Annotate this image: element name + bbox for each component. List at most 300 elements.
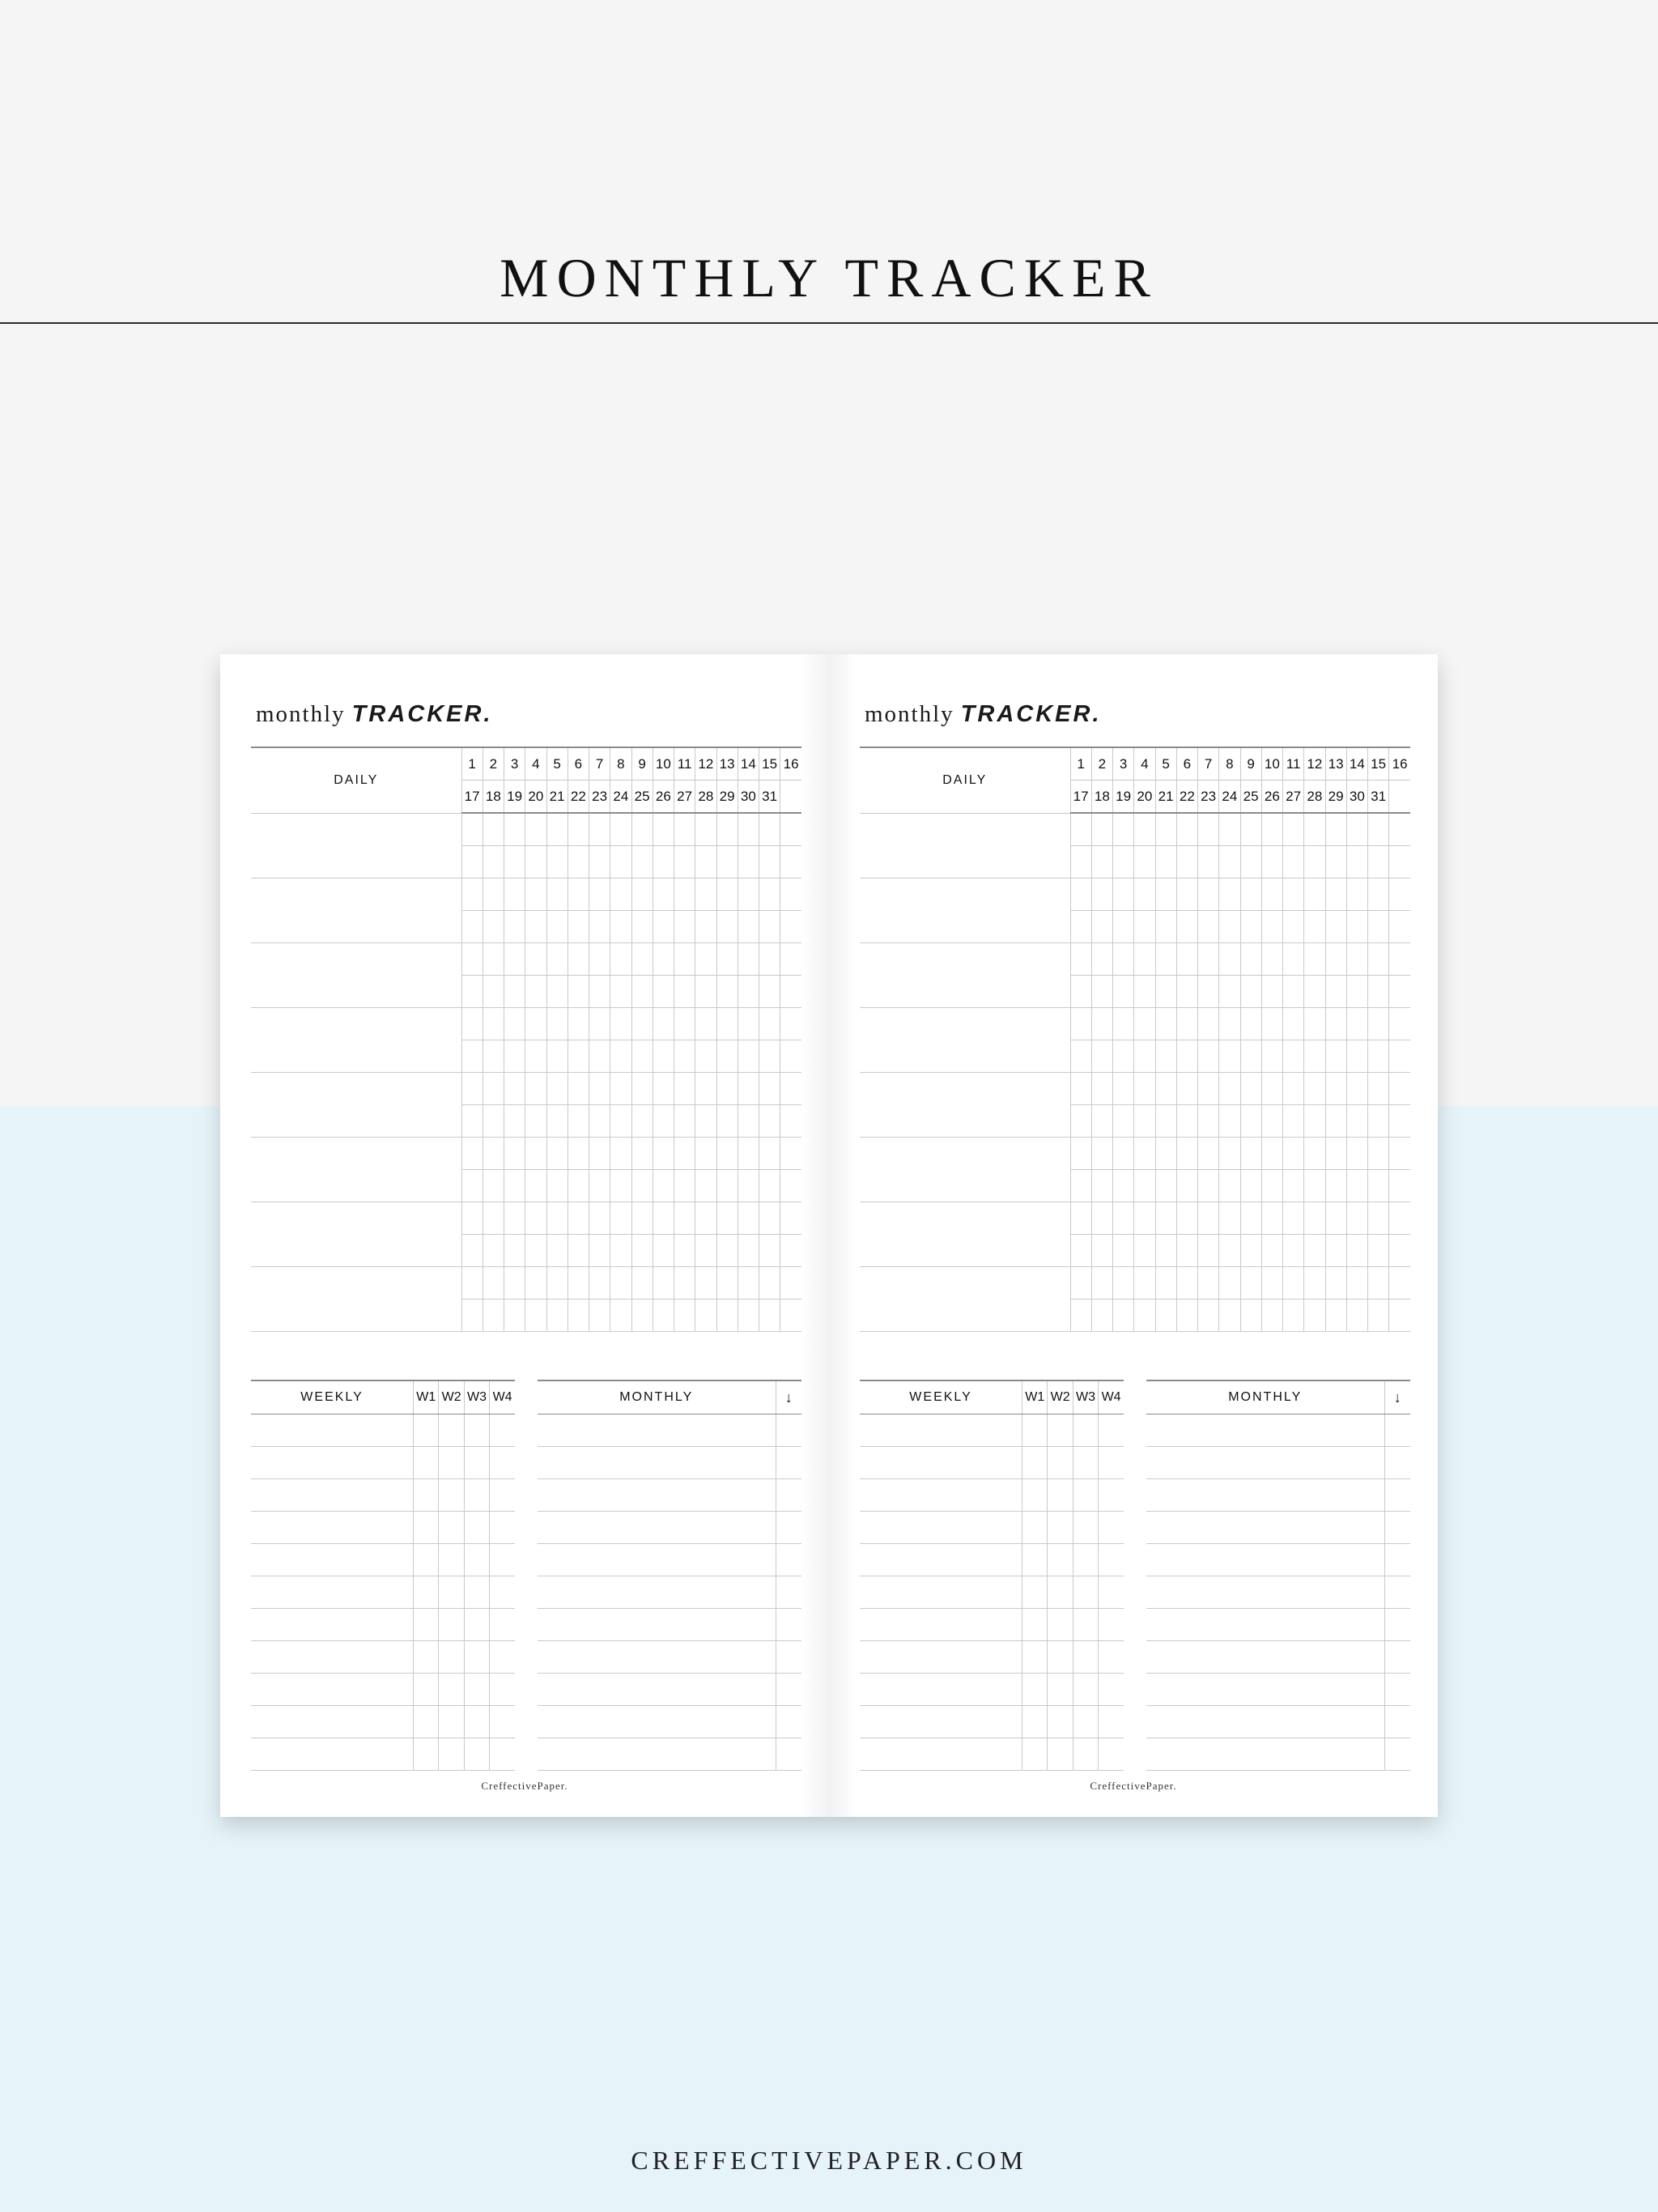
day-check-cell	[716, 878, 738, 911]
monthly-check-cell	[776, 1576, 801, 1609]
monthly-check-cell	[1384, 1576, 1410, 1609]
day-check-cell	[525, 1300, 546, 1332]
weekly-row	[860, 1576, 1124, 1609]
day-check-cell	[1283, 1138, 1304, 1170]
day-check-cell	[589, 1105, 610, 1138]
day-check-cell	[1155, 1073, 1176, 1105]
day-check-cell	[589, 1202, 610, 1235]
day-check-cell	[653, 943, 674, 976]
day-check-cell	[504, 976, 525, 1008]
planner-spread	[220, 654, 1438, 1817]
day-check-cell	[546, 1170, 568, 1202]
day-check-cell	[1283, 846, 1304, 878]
day-check-cell	[653, 878, 674, 911]
week-check-cell	[1099, 1609, 1124, 1641]
day-check-cell	[759, 1008, 780, 1040]
day-number: 30	[1346, 781, 1367, 814]
day-check-cell	[695, 813, 716, 846]
day-check-cell	[1219, 1202, 1240, 1235]
week-check-cell	[1099, 1544, 1124, 1576]
daily-habit-row	[860, 943, 1410, 976]
day-numbers-row-1	[860, 747, 1410, 781]
day-check-cell	[568, 846, 589, 878]
day-check-cell	[759, 1105, 780, 1138]
weekly-item-cell	[251, 1576, 414, 1609]
day-check-cell	[1368, 1300, 1389, 1332]
monthly-check-cell	[776, 1674, 801, 1706]
day-check-cell	[1368, 1073, 1389, 1105]
day-check-cell	[504, 911, 525, 943]
day-number: 17	[461, 781, 483, 814]
monthly-check-cell	[1384, 1414, 1410, 1447]
weekly-item-cell	[251, 1544, 414, 1576]
weekly-item-cell	[251, 1738, 414, 1771]
day-check-cell	[504, 813, 525, 846]
day-check-cell	[1134, 1073, 1155, 1105]
day-check-cell	[1240, 1300, 1261, 1332]
monthly-tracker-table	[1146, 1380, 1410, 1771]
page-gutter-shadow	[829, 654, 858, 1817]
day-check-cell	[1346, 1073, 1367, 1105]
week-check-cell	[490, 1414, 515, 1447]
weekly-item-cell	[860, 1544, 1022, 1576]
weekly-row	[860, 1447, 1124, 1479]
habit-name-cell	[251, 943, 461, 1008]
day-check-cell	[461, 1267, 483, 1300]
week-check-cell	[414, 1576, 439, 1609]
day-check-cell	[1155, 1105, 1176, 1138]
day-check-cell	[780, 1105, 801, 1138]
day-check-cell	[1198, 846, 1219, 878]
day-check-cell	[1389, 976, 1410, 1008]
day-check-cell	[1368, 1040, 1389, 1073]
day-check-cell	[1240, 1170, 1261, 1202]
daily-label: DAILY	[860, 747, 1070, 813]
week-check-cell	[490, 1641, 515, 1674]
day-check-cell	[1155, 976, 1176, 1008]
day-check-cell	[504, 1073, 525, 1105]
day-check-cell	[1155, 943, 1176, 976]
day-check-cell	[1070, 1170, 1091, 1202]
daily-habit-row	[860, 1267, 1410, 1300]
week-check-cell	[1048, 1479, 1073, 1512]
day-check-cell	[1304, 911, 1325, 943]
day-check-cell	[461, 1202, 483, 1235]
daily-habit-row	[251, 878, 801, 911]
day-number: 24	[610, 781, 631, 814]
day-check-cell	[1219, 1008, 1240, 1040]
day-check-cell	[525, 943, 546, 976]
day-check-cell	[1070, 1008, 1091, 1040]
day-check-cell	[525, 976, 546, 1008]
day-number: 17	[1070, 781, 1091, 814]
day-check-cell	[695, 1105, 716, 1138]
day-check-cell	[695, 1170, 716, 1202]
day-check-cell	[1304, 1300, 1325, 1332]
monthly-row	[1146, 1641, 1410, 1674]
day-check-cell	[568, 1008, 589, 1040]
day-check-cell	[695, 1008, 716, 1040]
weekly-row	[860, 1479, 1124, 1512]
day-check-cell	[1240, 943, 1261, 976]
day-check-cell	[1261, 846, 1282, 878]
weekly-row	[251, 1544, 515, 1576]
day-check-cell	[525, 1138, 546, 1170]
monthly-row	[538, 1641, 801, 1674]
monthly-item-cell	[1146, 1447, 1384, 1479]
day-check-cell	[1240, 1267, 1261, 1300]
day-check-cell	[759, 846, 780, 878]
day-check-cell	[589, 1073, 610, 1105]
day-check-cell	[610, 1202, 631, 1235]
monthly-check-cell	[1384, 1738, 1410, 1771]
day-check-cell	[568, 1138, 589, 1170]
day-number: 3	[1113, 747, 1134, 781]
day-check-cell	[546, 878, 568, 911]
weekly-row	[860, 1706, 1124, 1738]
week-check-cell	[1073, 1706, 1098, 1738]
day-check-cell	[631, 1008, 653, 1040]
day-check-cell	[461, 1170, 483, 1202]
day-check-cell	[631, 1170, 653, 1202]
day-check-cell	[1325, 878, 1346, 911]
day-check-cell	[1155, 911, 1176, 943]
week-check-cell	[1022, 1706, 1048, 1738]
day-check-cell	[1198, 1073, 1219, 1105]
day-check-cell	[780, 878, 801, 911]
day-check-cell	[631, 1138, 653, 1170]
week-check-cell	[1099, 1674, 1124, 1706]
weekly-row	[251, 1706, 515, 1738]
day-check-cell	[653, 1202, 674, 1235]
day-check-cell	[1219, 846, 1240, 878]
day-check-cell	[525, 911, 546, 943]
day-check-cell	[1389, 1235, 1410, 1267]
day-check-cell	[1389, 943, 1410, 976]
monthly-row	[538, 1674, 801, 1706]
day-check-cell	[1219, 911, 1240, 943]
week-check-cell	[1099, 1576, 1124, 1609]
day-check-cell	[546, 1235, 568, 1267]
day-check-cell	[461, 1300, 483, 1332]
day-check-cell	[1091, 1105, 1112, 1138]
day-check-cell	[589, 813, 610, 846]
monthly-check-cell	[776, 1706, 801, 1738]
day-check-cell	[1134, 1300, 1155, 1332]
day-check-cell	[1134, 911, 1155, 943]
tracker-title-monthly: monthly	[865, 701, 954, 727]
day-check-cell	[1091, 1138, 1112, 1170]
weekly-item-cell	[860, 1479, 1022, 1512]
day-check-cell	[568, 1105, 589, 1138]
week-check-cell	[414, 1512, 439, 1544]
day-check-cell	[759, 878, 780, 911]
day-number: 10	[653, 747, 674, 781]
day-check-cell	[483, 1105, 504, 1138]
day-check-cell	[1113, 943, 1134, 976]
day-check-cell	[716, 846, 738, 878]
day-number: 13	[716, 747, 738, 781]
day-check-cell	[631, 878, 653, 911]
day-check-cell	[1346, 1235, 1367, 1267]
week-check-cell	[439, 1609, 464, 1641]
day-check-cell	[525, 878, 546, 911]
day-check-cell	[568, 1170, 589, 1202]
monthly-item-cell	[1146, 1609, 1384, 1641]
day-check-cell	[1389, 1040, 1410, 1073]
day-check-cell	[738, 1202, 759, 1235]
day-check-cell	[483, 911, 504, 943]
day-check-cell	[1176, 911, 1197, 943]
day-check-cell	[546, 1138, 568, 1170]
day-check-cell	[1240, 813, 1261, 846]
day-check-cell	[780, 1008, 801, 1040]
day-check-cell	[631, 1267, 653, 1300]
day-check-cell	[674, 1008, 695, 1040]
week-check-cell	[439, 1544, 464, 1576]
habit-name-cell	[251, 813, 461, 878]
day-check-cell	[568, 976, 589, 1008]
day-check-cell	[1091, 1300, 1112, 1332]
day-check-cell	[610, 1235, 631, 1267]
day-check-cell	[1240, 1202, 1261, 1235]
day-check-cell	[759, 1040, 780, 1073]
weekly-row	[860, 1738, 1124, 1771]
monthly-row	[538, 1479, 801, 1512]
day-check-cell	[546, 1202, 568, 1235]
day-check-cell	[589, 1138, 610, 1170]
week-check-cell	[490, 1479, 515, 1512]
day-check-cell	[1070, 1235, 1091, 1267]
day-check-cell	[738, 1073, 759, 1105]
day-check-cell	[1325, 1073, 1346, 1105]
day-check-cell	[546, 1008, 568, 1040]
day-check-cell	[1176, 976, 1197, 1008]
habit-name-cell	[251, 1073, 461, 1138]
week-check-cell	[464, 1641, 489, 1674]
day-number: 20	[525, 781, 546, 814]
day-check-cell	[525, 1008, 546, 1040]
day-check-cell	[504, 878, 525, 911]
week-check-cell	[1099, 1738, 1124, 1771]
day-check-cell	[1283, 1040, 1304, 1073]
day-check-cell	[1113, 1235, 1134, 1267]
week-check-cell	[414, 1447, 439, 1479]
day-number: 15	[1368, 747, 1389, 781]
day-check-cell	[483, 1170, 504, 1202]
day-check-cell	[1070, 1267, 1091, 1300]
day-check-cell	[1134, 1267, 1155, 1300]
day-check-cell	[674, 1267, 695, 1300]
day-check-cell	[1325, 1300, 1346, 1332]
day-check-cell	[568, 1073, 589, 1105]
week-check-cell	[1073, 1414, 1098, 1447]
day-number: 28	[1304, 781, 1325, 814]
day-check-cell	[525, 1073, 546, 1105]
day-check-cell	[461, 813, 483, 846]
day-check-cell	[1219, 1073, 1240, 1105]
day-number: 21	[1155, 781, 1176, 814]
day-check-cell	[1368, 1008, 1389, 1040]
day-check-cell	[780, 976, 801, 1008]
week-check-cell	[439, 1576, 464, 1609]
day-check-cell	[695, 1267, 716, 1300]
day-check-cell	[1261, 878, 1282, 911]
week-check-cell	[1099, 1512, 1124, 1544]
day-check-cell	[1198, 1300, 1219, 1332]
day-number: 6	[1176, 747, 1197, 781]
weekly-item-cell	[251, 1609, 414, 1641]
day-check-cell	[716, 943, 738, 976]
day-check-cell	[1346, 1170, 1367, 1202]
day-check-cell	[1134, 1202, 1155, 1235]
day-check-cell	[589, 976, 610, 1008]
day-check-cell	[1261, 1267, 1282, 1300]
day-check-cell	[504, 1008, 525, 1040]
day-check-cell	[504, 1105, 525, 1138]
day-check-cell	[780, 1202, 801, 1235]
week-check-cell	[464, 1576, 489, 1609]
day-check-cell	[568, 1040, 589, 1073]
day-check-cell	[1325, 1235, 1346, 1267]
day-check-cell	[1113, 1300, 1134, 1332]
day-check-cell	[1219, 1138, 1240, 1170]
day-check-cell	[1091, 1008, 1112, 1040]
day-check-cell	[1261, 1202, 1282, 1235]
monthly-header-row	[538, 1380, 801, 1414]
day-check-cell	[759, 1170, 780, 1202]
habit-name-cell	[251, 878, 461, 943]
day-check-cell	[1346, 1300, 1367, 1332]
habit-name-cell	[251, 1202, 461, 1267]
brand-signature: CreffectivePaper.	[481, 1780, 568, 1792]
day-check-cell	[674, 1138, 695, 1170]
weekly-tracker-table	[251, 1380, 515, 1771]
day-check-cell	[674, 1202, 695, 1235]
day-check-cell	[461, 911, 483, 943]
monthly-row	[538, 1414, 801, 1447]
day-check-cell	[589, 911, 610, 943]
day-check-cell	[695, 1040, 716, 1073]
day-number: 23	[1198, 781, 1219, 814]
monthly-check-cell	[1384, 1447, 1410, 1479]
day-check-cell	[1155, 878, 1176, 911]
day-check-cell	[653, 1138, 674, 1170]
day-check-cell	[1304, 1235, 1325, 1267]
day-check-cell	[1325, 813, 1346, 846]
weekly-tracker-table	[860, 1380, 1124, 1771]
day-number: 3	[504, 747, 525, 781]
day-check-cell	[1219, 976, 1240, 1008]
day-check-cell	[504, 1235, 525, 1267]
monthly-check-cell	[776, 1512, 801, 1544]
day-check-cell	[759, 813, 780, 846]
day-check-cell	[1240, 1073, 1261, 1105]
day-check-cell	[1368, 1267, 1389, 1300]
monthly-check-cell	[1384, 1706, 1410, 1738]
monthly-item-cell	[538, 1738, 776, 1771]
day-check-cell	[695, 878, 716, 911]
day-number: 1	[461, 747, 483, 781]
day-check-cell	[674, 1300, 695, 1332]
day-check-cell	[1283, 1235, 1304, 1267]
monthly-row	[538, 1576, 801, 1609]
day-check-cell	[610, 878, 631, 911]
day-check-cell	[483, 1138, 504, 1170]
tracker-title-tracker: TRACKER.	[960, 701, 1102, 727]
day-check-cell	[1219, 943, 1240, 976]
week-check-cell	[1022, 1447, 1048, 1479]
day-check-cell	[568, 1267, 589, 1300]
day-check-cell	[738, 1170, 759, 1202]
day-check-cell	[1325, 1040, 1346, 1073]
day-number: 22	[1176, 781, 1197, 814]
day-number: 4	[1134, 747, 1155, 781]
daily-label: DAILY	[251, 747, 461, 813]
day-check-cell	[1304, 1138, 1325, 1170]
day-check-cell	[1176, 1300, 1197, 1332]
day-check-cell	[1155, 1170, 1176, 1202]
day-check-cell	[1070, 813, 1091, 846]
day-check-cell	[461, 1235, 483, 1267]
tracker-title-monthly: monthly	[256, 701, 346, 727]
day-number: 2	[483, 747, 504, 781]
day-check-cell	[461, 1040, 483, 1073]
day-number: 5	[546, 747, 568, 781]
day-check-cell	[483, 1073, 504, 1105]
week-check-cell	[1048, 1738, 1073, 1771]
day-check-cell	[1283, 943, 1304, 976]
day-check-cell	[653, 911, 674, 943]
day-check-cell	[738, 1300, 759, 1332]
day-check-cell	[1389, 1073, 1410, 1105]
weekly-item-cell	[251, 1447, 414, 1479]
left-page	[220, 654, 829, 1817]
arrow-down-icon: ↓	[1384, 1380, 1410, 1414]
day-check-cell	[1113, 911, 1134, 943]
monthly-row	[1146, 1738, 1410, 1771]
day-check-cell	[1304, 813, 1325, 846]
day-check-cell	[1325, 846, 1346, 878]
daily-habit-row	[860, 813, 1410, 846]
day-number: 2	[1091, 747, 1112, 781]
day-number: 12	[1304, 747, 1325, 781]
week-check-cell	[414, 1641, 439, 1674]
week-check-cell	[464, 1512, 489, 1544]
day-check-cell	[1304, 943, 1325, 976]
day-check-cell	[738, 1267, 759, 1300]
day-check-cell	[1198, 1105, 1219, 1138]
day-check-cell	[716, 976, 738, 1008]
day-check-cell	[461, 1008, 483, 1040]
arrow-down-icon: ↓	[776, 1380, 801, 1414]
weekly-item-cell	[860, 1706, 1022, 1738]
day-number: 27	[1283, 781, 1304, 814]
day-check-cell	[589, 1235, 610, 1267]
day-check-cell	[1091, 1202, 1112, 1235]
day-check-cell	[1368, 976, 1389, 1008]
day-check-cell	[610, 1300, 631, 1332]
day-check-cell	[1368, 846, 1389, 878]
day-check-cell	[610, 943, 631, 976]
day-check-cell	[568, 1300, 589, 1332]
day-check-cell	[546, 1040, 568, 1073]
day-check-cell	[716, 813, 738, 846]
week-check-cell	[1022, 1479, 1048, 1512]
monthly-check-cell	[776, 1479, 801, 1512]
day-check-cell	[653, 1008, 674, 1040]
day-check-cell	[1070, 1138, 1091, 1170]
